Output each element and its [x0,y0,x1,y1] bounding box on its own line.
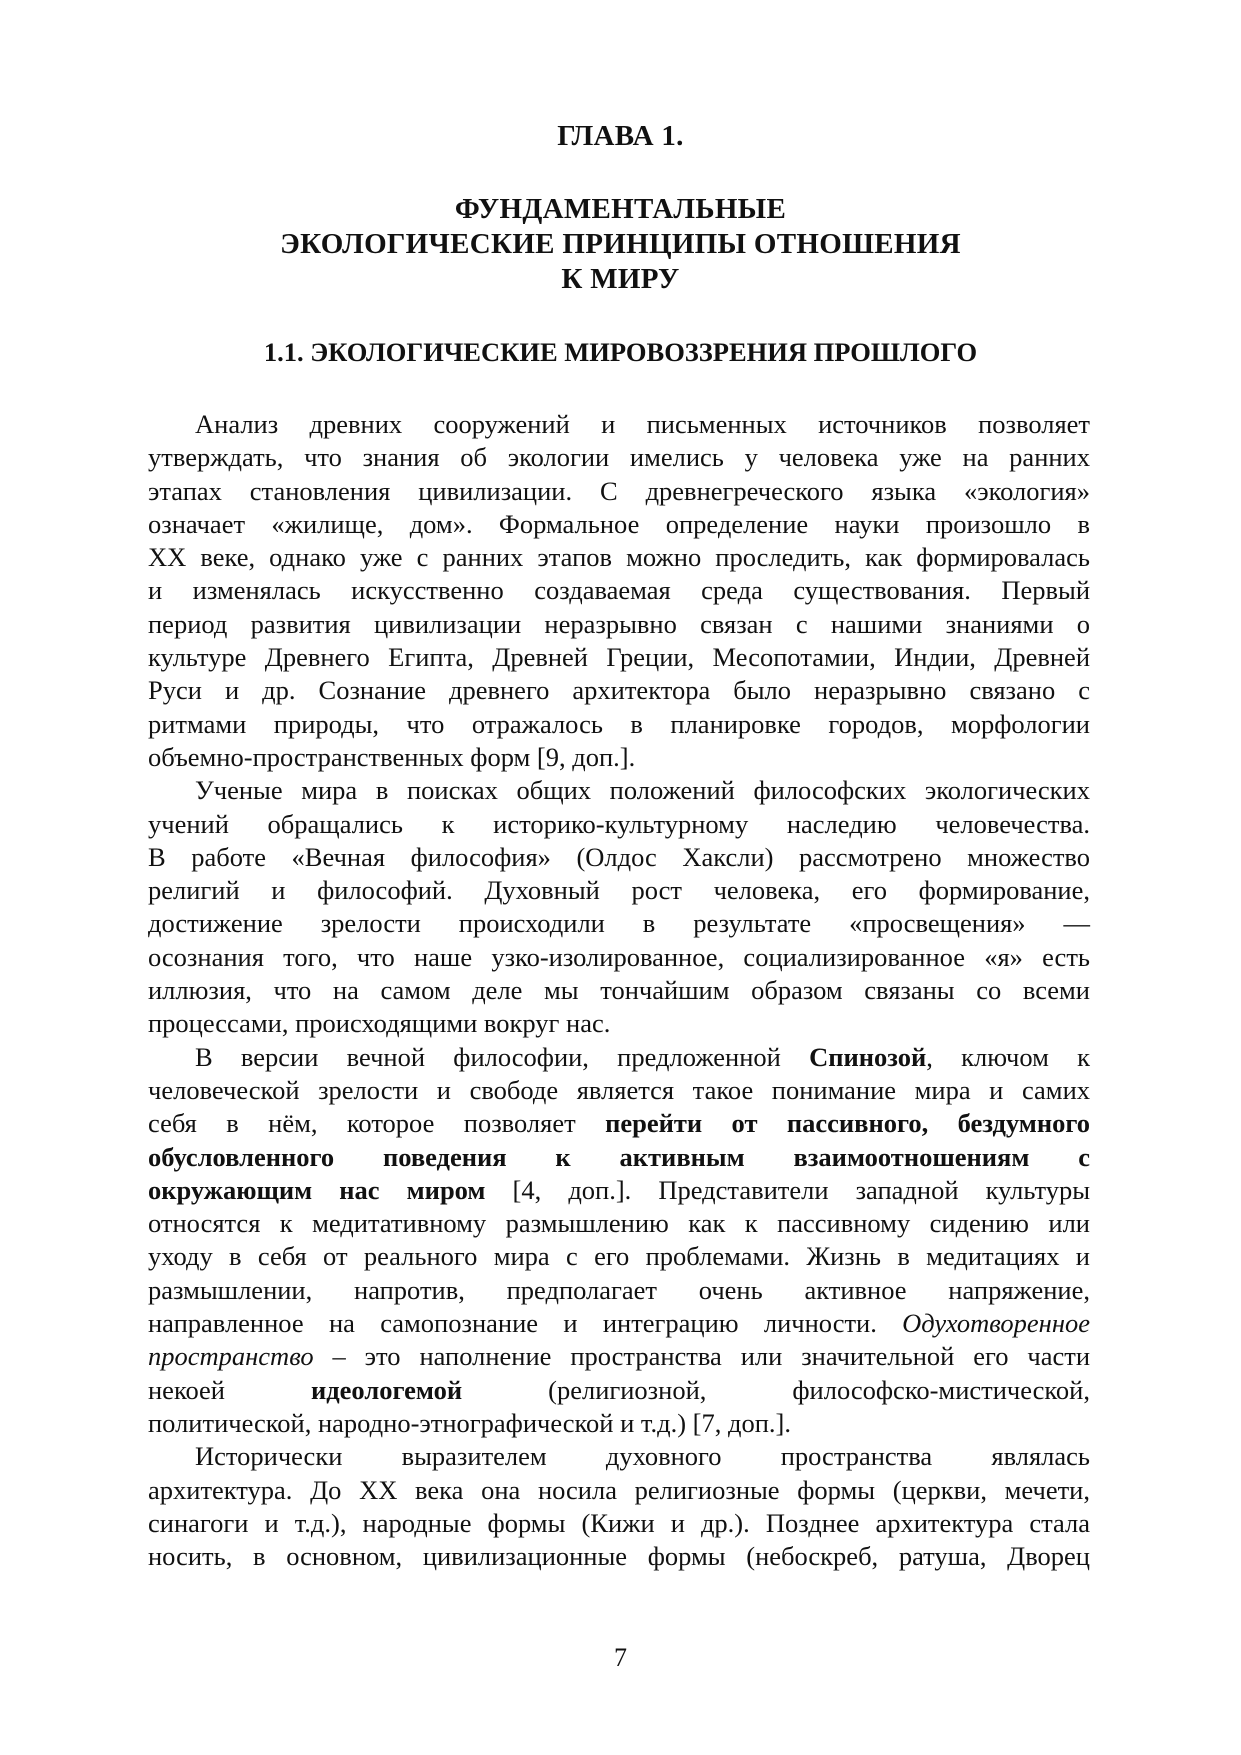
text-line [148,1141,1090,1174]
text-run: объемно-пространственных форм [9, доп.]. [148,741,636,772]
text-line [148,441,1090,474]
text-line [148,1207,1090,1240]
bold-text: идеологемой [311,1374,463,1405]
text-run: Руси и др. Сознание древнего архитектора было неразрывно связано с [148,675,1090,706]
text-line [148,574,1090,607]
text-run: Анализ древних сооружений и письменных источников позволяет [195,409,1090,439]
text-run: (религиозной, философско-мистической, [462,1374,1090,1405]
text-line [148,1174,1090,1207]
text-run: уходу в себя от реального мира с его проблемами. Жизнь в медитациях и [148,1241,1090,1272]
text-run: иллюзия, что на самом деле мы тончайшим образом связаны со всеми [148,975,1090,1006]
text-run: и изменялась искусственно создаваемая среда существования. Первый [148,575,1090,606]
text-run: направленное на самопознание и интеграцию личности. [148,1308,903,1339]
text-run: человеческой зрелости и свободе является такое понимание мира и самих [148,1074,1090,1105]
text-line [148,1107,1090,1140]
text-run: себя в нём, которое позволяет [148,1108,606,1139]
text-run: носить, в основном, цивилизационные формы (небоскреб, ратуша, Дворец [148,1541,1090,1572]
text-line [148,1540,1090,1573]
chapter-title [0,192,1241,297]
bold-text: Спинозой [809,1041,927,1072]
text-run: синагоги и т.д.), народные формы (Кижи и др.). Позднее архитектура стала [148,1507,1090,1538]
paragraph [148,774,1090,1040]
page-number: 7 [614,1643,627,1672]
text-run: процессами, происходящими вокруг нас. [148,1008,611,1039]
text-line [148,941,1090,974]
text-line [148,808,1090,841]
text-run: XX веке, однако уже с ранних этапов можно проследить, как формировалась [148,542,1090,573]
text-line [148,475,1090,508]
text-line [148,1407,1090,1440]
text-line [148,1074,1090,1107]
text-line [148,774,1090,807]
text-line [148,1507,1090,1540]
bold-text: перейти от пассивного, бездумного [605,1108,1090,1139]
text-line [148,641,1090,674]
text-run: Ученые мира в поисках общих положений философских экологических [195,775,1090,806]
text-run: этапах становления цивилизации. С древнегреческого языка «экология» [148,475,1090,506]
section-title: 1.1. ЭКОЛОГИЧЕСКИЕ МИРОВОЗЗРЕНИЯ ПРОШЛОГО [263,337,978,367]
text-run: утверждать, что знания об экологии имелись у человека уже на ранних [148,442,1090,473]
body-text [148,408,1090,1573]
text-run: ритмами природы, что отражалось в планировке городов, морфологии [148,708,1090,739]
text-line [148,1440,1090,1473]
italic-text: пространство [148,1341,314,1372]
text-run: В версии вечной философии, предложенной [195,1041,810,1072]
text-run: архитектура. До XX века она носила религиозные формы (церкви, мечети, [148,1474,1090,1505]
text-line [148,907,1090,940]
text-run: религий и философий. Духовный рост человека, его формирование, [148,875,1090,906]
text-line [148,1240,1090,1273]
text-line [148,1340,1090,1373]
text-line [148,1274,1090,1307]
text-line [148,1041,1090,1074]
chapter-title-line: ЭКОЛОГИЧЕСКИЕ ПРИНЦИПЫ ОТНОШЕНИЯ [280,228,961,260]
paragraph [148,1440,1090,1573]
text-run: осознания того, что наше узко-изолированное, социализированное «я» есть [148,941,1090,972]
text-run: учений обращались к историко-культурному наследию человечества. [148,808,1090,839]
text-line [148,408,1090,441]
text-line [148,741,1090,774]
text-run: достижение зрелости происходили в результате «просвещения» — [148,908,1090,939]
text-run: – это наполнение пространства или значительной его части [313,1341,1090,1372]
chapter-title-line: ФУНДАМЕНТАЛЬНЫЕ [454,193,787,225]
text-line [148,608,1090,641]
paragraph [148,1041,1090,1441]
paragraph [148,408,1090,774]
bold-text: окружающим нас миром [148,1174,486,1205]
text-run: [4, доп.]. Представители западной культуры [485,1174,1090,1205]
text-run: относятся к медитативному размышлению как к пассивному сидению или [148,1208,1090,1239]
text-line [148,1007,1090,1040]
text-run: размышлении, напротив, предполагает очень активное напряжение, [148,1274,1090,1305]
text-run: некоей [148,1374,311,1405]
text-line [148,541,1090,574]
text-run: , ключом к [926,1041,1090,1072]
italic-text: Одухотворенное [902,1308,1090,1339]
text-line [148,1307,1090,1340]
text-line [148,708,1090,741]
text-line [148,874,1090,907]
text-run: политической, народно-этнографической и т.д.) [7, доп.]. [148,1407,792,1438]
bold-text: обусловленного поведения к активным взаимоотношениям с [148,1141,1090,1172]
chapter-title-line: К МИРУ [561,263,680,295]
text-run: период развития цивилизации неразрывно связан с нашими знаниями о [148,608,1090,639]
text-line [148,674,1090,707]
chapter-label: ГЛАВА 1. [557,120,684,152]
text-run: означает «жилище, дом». Формальное определение науки произошло в [148,508,1090,539]
text-line [148,1474,1090,1507]
text-run: В работе «Вечная философия» (Олдос Хаксли) рассмотрено множество [148,841,1090,872]
text-run: культуре Древнего Египта, Древней Греции, Месопотамии, Индии, Древней [148,642,1090,673]
text-line [148,974,1090,1007]
text-line [148,508,1090,541]
text-line [148,841,1090,874]
text-line [148,1374,1090,1407]
text-run: Исторически выразителем духовного пространства являлась [195,1441,1090,1472]
